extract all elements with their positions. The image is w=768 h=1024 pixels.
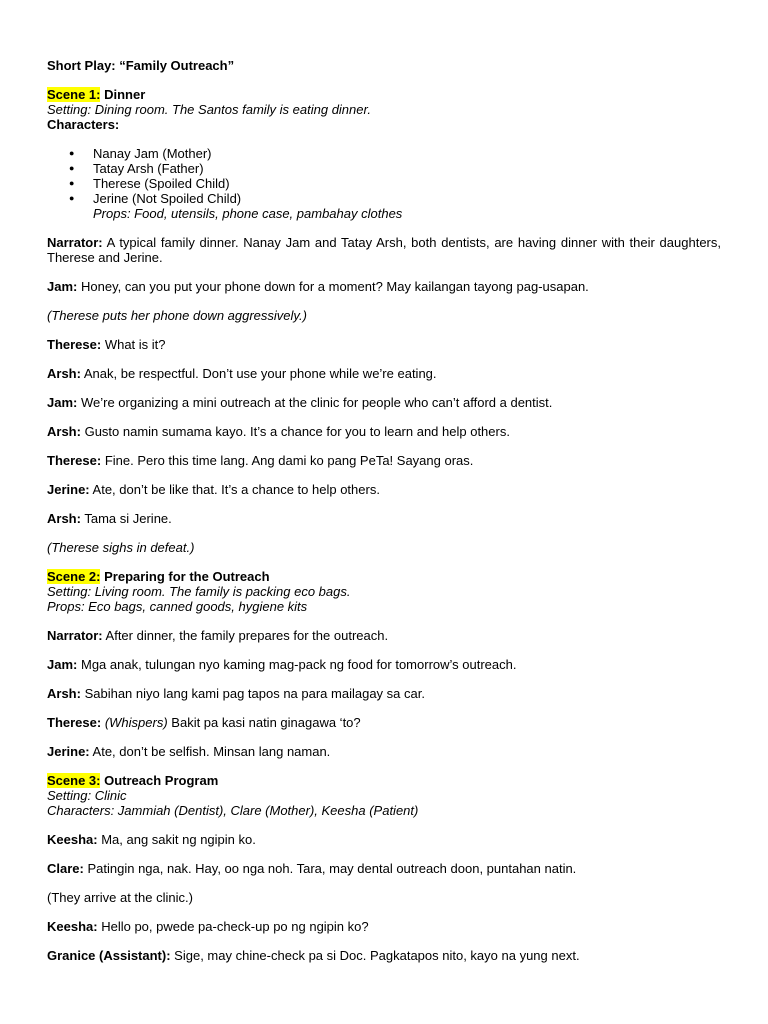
speaker-name: Narrator: xyxy=(47,628,103,643)
speaker-name: Jam: xyxy=(47,395,78,410)
speaker-name: Narrator: xyxy=(47,235,103,250)
stage-direction: (Therese sighs in defeat.) xyxy=(47,540,195,555)
speaker-name: Clare: xyxy=(47,861,84,876)
dialogue-text: Tama si Jerine. xyxy=(84,511,172,526)
scene1-props: Props: Food, utensils, phone case, pambahay clothes xyxy=(93,206,403,221)
dialogue-text: Hello po, pwede pa-check-up po ng ngipin ko? xyxy=(101,919,369,934)
dialogue-text: Honey, can you put your phone down for a moment? May kailangan tayong pag-usapan. xyxy=(80,279,589,294)
dialogue-text: Ate, don’t be selfish. Minsan lang naman. xyxy=(92,744,331,759)
dialogue-line xyxy=(47,482,721,497)
scene3-setting: Setting: Clinic xyxy=(47,788,127,803)
dialogue-text: Anak, be respectful. Don’t use your phone while we’re eating. xyxy=(83,366,437,381)
dialogue-line xyxy=(47,337,721,352)
speaker-name: Jerine: xyxy=(47,482,90,497)
dialogue-line xyxy=(47,511,721,526)
speaker-name: Arsh: xyxy=(47,511,81,526)
scene3-characters: Characters: Jammiah (Dentist), Clare (Mother), Keesha (Patient) xyxy=(47,803,419,818)
dialogue-text: What is it? xyxy=(104,337,166,352)
speaker-name: Keesha: xyxy=(47,919,98,934)
dialogue-text: Mga anak, tulungan nyo kaming mag-pack ng food for tomorrow’s outreach. xyxy=(80,657,517,672)
scene3-label: Scene 3: xyxy=(47,773,101,788)
scene2-name: Preparing for the Outreach xyxy=(104,569,270,584)
dialogue-line xyxy=(47,279,721,294)
scene1-setting: Setting: Dining room. The Santos family is eating dinner. xyxy=(47,102,371,117)
speaker-name: Jam: xyxy=(47,279,78,294)
speaker-name: Therese: xyxy=(47,715,102,730)
dialogue-text: Ate, don’t be like that. It’s a chance to help others. xyxy=(92,482,380,497)
document-page xyxy=(47,58,721,963)
speaker-name: Granice (Assistant): xyxy=(47,948,171,963)
dialogue-line xyxy=(47,235,721,265)
scene1-label: Scene 1: xyxy=(47,87,101,102)
aside-direction: (Whispers) xyxy=(104,715,168,730)
dialogue-line xyxy=(47,686,721,701)
dialogue-text: A typical family dinner. Nanay Jam and Tatay Arsh, both dentists, are having dinner with their daughters, Therese and Jerine. xyxy=(47,235,721,265)
speaker-name: Arsh: xyxy=(47,424,81,439)
dialogue-text: Sabihan niyo lang kami pag tapos na para mailagay sa car. xyxy=(84,686,425,701)
speaker-name: Arsh: xyxy=(47,686,81,701)
scene2-props: Props: Eco bags, canned goods, hygiene kits xyxy=(47,599,308,614)
dialogue-line xyxy=(47,744,721,759)
dialogue-line xyxy=(47,861,721,876)
dialogue-text: Patingin nga, nak. Hay, oo nga noh. Tara, may dental outreach doon, puntahan natin. xyxy=(87,861,577,876)
scene2-setting: Setting: Living room. The family is packing eco bags. xyxy=(47,584,351,599)
dialogue-line xyxy=(47,628,721,643)
dialogue-line xyxy=(47,395,721,410)
dialogue-text: We’re organizing a mini outreach at the clinic for people who can’t afford a dentist. xyxy=(80,395,553,410)
dialogue-text: Ma, ang sakit ng ngipin ko. xyxy=(101,832,256,847)
dialogue-line xyxy=(47,657,721,672)
stage-direction: (Therese puts her phone down aggressively.) xyxy=(47,308,307,323)
speaker-name: Jerine: xyxy=(47,744,90,759)
dialogue-text: Fine. Pero this time lang. Ang dami ko pang PeTa! Sayang oras. xyxy=(104,453,474,468)
dialogue-line xyxy=(47,832,721,847)
speaker-name: Keesha: xyxy=(47,832,98,847)
dialogue-line xyxy=(47,453,721,468)
character-item: ● Jerine (Not Spoiled Child) xyxy=(47,191,721,206)
stage-note: (They arrive at the clinic.) xyxy=(47,890,193,905)
dialogue-line xyxy=(47,366,721,381)
speaker-name: Therese: xyxy=(47,453,102,468)
character-item: ● Therese (Spoiled Child) xyxy=(47,176,721,191)
scene3-heading xyxy=(47,773,721,788)
character-item: ● Nanay Jam (Mother) xyxy=(47,146,721,161)
dialogue-line xyxy=(47,919,721,934)
speaker-name: Arsh: xyxy=(47,366,81,381)
scene1-name: Dinner xyxy=(104,87,146,102)
dialogue-text: Sige, may chine-check pa si Doc. Pagkatapos nito, kayo na yung next. xyxy=(174,948,580,963)
play-title: Short Play: “Family Outreach” xyxy=(47,58,235,73)
scene1-characters-label: Characters: xyxy=(47,117,120,132)
dialogue-text: After dinner, the family prepares for the outreach. xyxy=(105,628,389,643)
scene3-name: Outreach Program xyxy=(104,773,219,788)
dialogue-line xyxy=(47,424,721,439)
dialogue-line xyxy=(47,948,721,963)
scene1-character-list xyxy=(47,146,721,206)
character-item: ● Tatay Arsh (Father) xyxy=(47,161,721,176)
scene2-heading xyxy=(47,569,721,584)
scene2-label: Scene 2: xyxy=(47,569,101,584)
speaker-name: Therese: xyxy=(47,337,102,352)
dialogue-line xyxy=(47,715,721,730)
scene1-heading xyxy=(47,87,721,102)
dialogue-text: Bakit pa kasi natin ginagawa ‘to? xyxy=(171,715,361,730)
dialogue-text: Gusto namin sumama kayo. It’s a chance for you to learn and help others. xyxy=(84,424,510,439)
speaker-name: Jam: xyxy=(47,657,78,672)
